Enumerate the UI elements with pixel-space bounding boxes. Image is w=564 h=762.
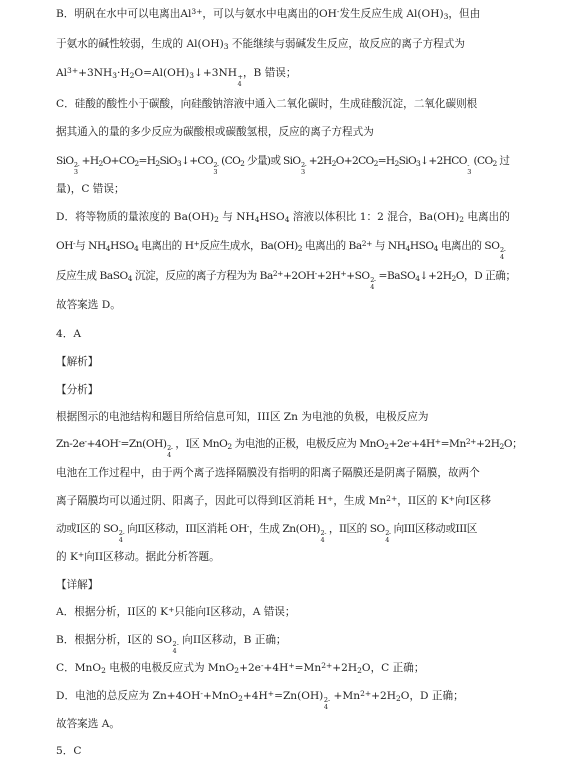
text-run: ，I区 MnO	[172, 438, 228, 450]
text-run: ↓+2HCO	[420, 155, 467, 167]
text-run: +MnO	[202, 690, 239, 702]
text-run: +2e	[239, 662, 261, 674]
text-run: 故答案选 A。	[56, 718, 120, 730]
subscript: 3	[213, 167, 217, 176]
text-run: HSO	[110, 240, 134, 252]
text-run: 【分析】	[56, 384, 99, 396]
text-run: C．硅酸的酸性小于碳酸，向硅酸钠溶液中通入二氧化碳时，生成硅酸沉淀，二氧化碳则根	[56, 98, 478, 110]
text-line	[56, 410, 546, 424]
text-run: ，可以与氨水中电离出的OH	[202, 8, 337, 20]
superscript: 2+	[360, 688, 372, 698]
superscript: +	[340, 268, 347, 278]
text-run: 过	[496, 155, 510, 167]
subscript: 3	[176, 159, 181, 169]
subscript: 4	[133, 244, 139, 254]
text-run: =Mn	[440, 438, 466, 450]
text-run: 动或I区的 SO	[56, 523, 119, 535]
text-run: +2H	[305, 155, 332, 167]
text-line	[56, 717, 546, 731]
text-run: 为电池的正极，电极反应为 MnO	[231, 438, 385, 450]
superscript: -	[260, 660, 264, 670]
text-run: O+2CO	[335, 155, 374, 167]
superscript: 2+	[321, 660, 333, 670]
text-run: +4H	[242, 690, 268, 702]
text-run: 沉淀，反应的离子方程为为 Ba	[132, 270, 273, 282]
subscript: 2	[238, 694, 243, 704]
text-run: 与 NH	[218, 211, 255, 223]
subscript: 2	[394, 159, 399, 169]
text-run: D．将等物质的量浓度的 Ba(OH)	[56, 211, 215, 223]
text-run: Al	[56, 67, 68, 79]
text-run: 向III区移动或III区	[390, 523, 477, 535]
subscript: 3	[223, 42, 229, 52]
text-line	[56, 97, 546, 111]
text-run: O，D 正确；	[400, 690, 464, 702]
text-run: 反应生成 BaSO	[56, 270, 128, 282]
text-run: HSO	[409, 240, 434, 252]
superscript: +	[193, 238, 200, 248]
text-run: O+CO	[102, 155, 135, 167]
text-run: ，但由	[448, 8, 481, 20]
superscript: -	[314, 268, 317, 278]
superscript: 2+	[361, 238, 372, 248]
text-run: +2H	[332, 662, 358, 674]
text-run: HSO	[259, 211, 285, 223]
superscript: +	[168, 604, 175, 614]
text-run: 电极的电极反应式为 MnO	[105, 662, 235, 674]
text-run: 离子隔膜均可以通过阴、阳离子，因此可以得到I区消耗 H	[56, 495, 328, 507]
subscript: 3	[300, 167, 305, 176]
text-run: O；	[503, 438, 523, 450]
text-run: 的 K	[56, 551, 78, 563]
subscript: 4	[499, 252, 504, 261]
text-run: 不能继续与弱碱发生反应，故反应的离子方程式为	[228, 38, 465, 50]
superscript: 2-	[213, 161, 219, 169]
text-run: 向II区移动，B 正确；	[178, 634, 287, 646]
superscript: +	[434, 436, 441, 446]
subscript: 2	[499, 442, 504, 452]
text-run: 于氨水的碱性较弱，生成的 Al(OH)	[56, 38, 224, 50]
subscript: 2	[134, 159, 139, 169]
text-run: 量)，C 错误；	[56, 183, 125, 195]
text-line	[56, 7, 546, 21]
text-run: 5．C	[56, 745, 82, 757]
superscript: -	[246, 521, 249, 531]
text-run: 电离出的 SO	[438, 240, 500, 252]
superscript: 2-	[167, 444, 173, 452]
text-run: (CO	[218, 155, 241, 167]
text-run: ↓+CO	[180, 155, 213, 167]
text-run: =H	[138, 155, 156, 167]
subscript: 2	[98, 159, 103, 169]
text-run: 故答案选 D。	[56, 299, 121, 311]
subscript: 2	[396, 694, 401, 704]
text-line	[56, 550, 546, 564]
text-run: ，生成 Zn(OH)	[249, 523, 321, 535]
text-run: 发生反应生成 Al(OH)	[339, 8, 444, 20]
superscript: 2+	[465, 436, 476, 446]
superscript: 2-	[320, 529, 326, 537]
text-run: ↓+2H	[419, 270, 452, 282]
text-run: O，D 正确；	[455, 270, 516, 282]
superscript: +	[267, 688, 275, 698]
text-run: +H	[78, 155, 99, 167]
superscript: +	[327, 493, 334, 503]
text-line	[56, 37, 546, 51]
text-line	[56, 154, 546, 175]
text-line	[56, 661, 546, 675]
text-run: +4OH	[86, 438, 119, 450]
superscript: 2+	[386, 493, 398, 503]
subscript: 2	[214, 215, 219, 225]
text-line	[56, 633, 546, 654]
subscript: 4	[284, 215, 290, 225]
subscript: 2	[227, 442, 232, 452]
text-run: +2H	[475, 438, 500, 450]
text-line	[56, 522, 546, 543]
superscript: +	[288, 660, 295, 670]
subscript: 3	[443, 12, 449, 22]
text-run: +2OH	[283, 270, 315, 282]
subscript: 4	[370, 282, 374, 291]
text-run: 向I区移	[454, 495, 491, 507]
subscript: 2	[155, 159, 160, 169]
text-line	[56, 578, 546, 592]
subscript: 3	[189, 71, 194, 81]
text-run: SiO	[159, 155, 177, 167]
subscript: 2	[234, 666, 240, 676]
text-line	[56, 437, 546, 458]
text-run: +2e	[388, 438, 410, 450]
text-run: +4H	[263, 662, 289, 674]
subscript: 3	[416, 159, 421, 169]
text-run: 溶液以体积比 1：2 混合，Ba(OH)	[289, 211, 460, 223]
text-run: 【详解】	[56, 579, 99, 591]
text-run: 电池在工作过程中，由于两个离子选择隔膜没有指明的阳离子隔膜还是阴离子隔膜，故两个	[56, 467, 480, 479]
superscript: +	[237, 73, 243, 81]
subscript: 4	[105, 244, 111, 254]
superscript: 2-	[323, 696, 331, 704]
text-line	[56, 605, 546, 619]
text-run: Zn-2e	[56, 438, 85, 450]
text-run: 少量)或 SiO	[244, 155, 301, 167]
superscript: 2+	[272, 268, 283, 278]
superscript: -	[336, 6, 340, 16]
text-run: 与 NH	[371, 240, 406, 252]
subscript: 4	[167, 450, 171, 459]
subscript: 2	[492, 159, 497, 169]
subscript: 2	[297, 244, 303, 254]
subscript: 2	[373, 159, 378, 169]
superscript: -	[118, 436, 121, 446]
superscript: 2-	[370, 276, 376, 284]
text-run: 电离出的	[464, 211, 510, 223]
subscript: 2	[129, 71, 135, 81]
text-line	[56, 125, 546, 139]
text-line	[56, 744, 546, 758]
superscript: -	[409, 436, 412, 446]
text-run: 据其通入的量的多少反应为碳酸根或碳酸氢根，反应的离子方程式为	[56, 126, 374, 138]
subscript: 2	[331, 159, 336, 169]
text-run: A．根据分析，II区的 K	[56, 606, 169, 618]
text-run: ，生成 Mn	[333, 495, 387, 507]
text-run: B．明矾在水中可以电离出Al	[56, 8, 192, 20]
superscript: -	[467, 161, 469, 169]
superscript: 2-	[499, 246, 506, 254]
text-run: +4H	[411, 438, 435, 450]
superscript: 3+	[191, 6, 203, 16]
text-run: O，C 正确；	[361, 662, 425, 674]
text-line	[56, 66, 546, 87]
subscript: 2	[101, 666, 106, 676]
text-run: =Zn(OH)	[274, 690, 324, 702]
subscript: 3	[467, 167, 471, 176]
text-line	[56, 355, 546, 369]
superscript: 3+	[67, 65, 79, 75]
superscript: 2-	[300, 161, 306, 169]
subscript: 4	[172, 646, 177, 655]
superscript: +	[448, 493, 455, 503]
text-run: ，II区的 K	[397, 495, 449, 507]
text-run: 与 NH	[75, 240, 106, 252]
superscript: 2-	[118, 529, 125, 537]
text-run: ↓+3NH	[193, 67, 237, 79]
superscript: +	[77, 549, 85, 559]
text-line	[56, 298, 546, 312]
text-run: 电离出的 Ba	[302, 240, 362, 252]
text-line	[56, 210, 546, 224]
text-line	[56, 494, 546, 508]
subscript: 4	[323, 702, 328, 711]
text-run: =H	[377, 155, 395, 167]
text-line	[56, 239, 546, 260]
subscript: 2	[451, 274, 456, 284]
superscript: -	[200, 688, 203, 698]
subscript: 4	[415, 274, 420, 284]
text-run: C．MnO	[56, 662, 102, 674]
superscript: 2-	[172, 640, 179, 648]
subscript: 2	[459, 215, 465, 225]
text-line	[56, 182, 546, 196]
text-run: +SO	[346, 270, 370, 282]
text-run: 4．A	[56, 328, 81, 340]
text-run: 向II区移动，III区消耗 OH	[124, 523, 247, 535]
text-run: OH	[56, 240, 74, 252]
text-run: 向II区移动。据此分析答题。	[84, 551, 220, 563]
subscript: 4	[320, 535, 325, 544]
text-run: D．电池的总反应为 Zn+4OH	[56, 690, 201, 702]
text-run: ，II区的 SO	[325, 523, 385, 535]
text-run: =Zn(OH)	[120, 438, 167, 450]
charge-index-stack	[500, 247, 505, 260]
text-run: +Mn	[330, 690, 361, 702]
subscript: 2	[240, 159, 245, 169]
text-run: +2H	[316, 270, 341, 282]
text-line	[56, 327, 546, 341]
superscript: -	[84, 436, 87, 446]
text-run: 根据图示的电池结构和题目所给信息可知，III区 Zn 为电池的负极，电极反应为	[56, 411, 429, 423]
text-run: O=Al(OH)	[134, 67, 190, 79]
subscript: 4	[254, 215, 260, 225]
subscript: 4	[405, 244, 410, 254]
subscript: 4	[385, 535, 389, 544]
text-run: SiO	[56, 155, 74, 167]
text-run: +3NH	[78, 67, 113, 79]
text-run: SiO	[398, 155, 417, 167]
subscript: 4	[127, 274, 133, 284]
text-run: =BaSO	[375, 270, 416, 282]
text-run: B．根据分析，I区的 SO	[56, 634, 173, 646]
text-run: 【解析】	[56, 356, 99, 368]
subscript: 3	[73, 167, 78, 176]
subscript: 4	[237, 79, 242, 88]
text-line	[56, 689, 546, 710]
text-run: =Mn	[294, 662, 322, 674]
subscript: 4	[118, 535, 123, 544]
text-line	[56, 466, 546, 480]
subscript: 4	[433, 244, 438, 254]
text-run: 反应生成水，Ba(OH)	[199, 240, 298, 252]
subscript: 3	[112, 71, 118, 81]
text-run: ·H	[117, 67, 130, 79]
text-run: (CO	[470, 155, 493, 167]
superscript: 2-	[385, 529, 391, 537]
superscript: 2-	[73, 161, 79, 169]
text-line	[56, 383, 546, 397]
text-run: 只能向I区移动，A 错误；	[174, 606, 296, 618]
text-run: ，B 错误；	[242, 67, 297, 79]
subscript: 2	[357, 666, 362, 676]
subscript: 2	[384, 442, 389, 452]
text-run: 电离出的 H	[138, 240, 194, 252]
superscript: -	[73, 238, 76, 248]
text-run: +2H	[371, 690, 396, 702]
text-line	[56, 269, 546, 290]
